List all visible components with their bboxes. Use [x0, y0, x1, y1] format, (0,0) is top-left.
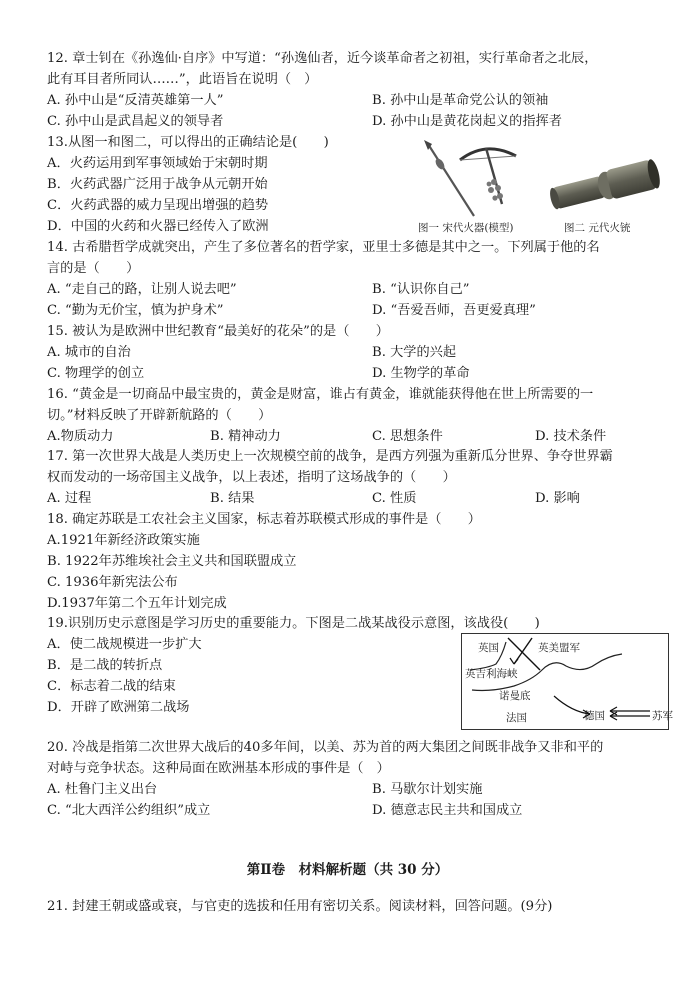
figure1-caption: 图一 宋代火器(模型)	[418, 222, 514, 234]
q19-option-a: A．使二战规模进一步扩大	[47, 637, 202, 652]
q16-option-b: B. 精神动力	[210, 429, 281, 444]
q17-stem-line2: 权而发动的一场帝国主义战争，以上表述，指明了这场战争的（ ）	[47, 470, 456, 485]
q14-option-b: B. “认识你自己”	[372, 282, 470, 297]
map-label-channel: 英吉利海峡	[465, 668, 518, 680]
q19-option-c: C．标志着二战的结束	[47, 679, 176, 694]
song-fire-weapon-figure	[420, 138, 532, 220]
battle-map	[461, 633, 673, 730]
q14-stem-line2: 言的是（ ）	[47, 261, 140, 276]
q19-option-d: D．开辟了欧洲第二战场	[47, 700, 190, 715]
q12-option-a: A. 孙中山是“反清英雄第一人”	[47, 93, 224, 108]
q13-option-c: C．火药武器的威力呈现出增强的趋势	[47, 198, 269, 213]
q20-option-c: C. “北大西洋公约组织”成立	[47, 803, 211, 818]
q13-option-b: B．火药武器广泛用于战争从元朝开始	[47, 177, 268, 192]
q16-option-d: D. 技术条件	[535, 429, 607, 444]
q17-option-d: D. 影响	[535, 491, 580, 506]
map-label-france: 法国	[506, 712, 527, 724]
q17-option-a: A. 过程	[47, 491, 92, 506]
q18-option-b: B. 1922年苏维埃社会主义共和国联盟成立	[47, 554, 297, 569]
q14-stem-line1: 14. 古希腊哲学成就突出，产生了多位著名的哲学家，亚里士多德是其中之一。下列属于他的名	[47, 240, 600, 255]
q17-stem-line1: 17. 第一次世界大战是人类历史上一次规模空前的战争，是西方列强为重新瓜分世界、争夺世界霸	[47, 449, 613, 464]
q14-option-c: C. “勤为无价宝，慎为护身术”	[47, 303, 224, 318]
q18-option-c: C. 1936年新宪法公布	[47, 575, 178, 590]
q12-option-d: D. 孙中山是黄花岗起义的指挥者	[372, 114, 562, 129]
section-2-title: 第Ⅱ卷 材料解析题（共 30 分）	[246, 862, 449, 878]
q16-option-a: A.物质动力	[47, 429, 114, 444]
q20-option-b: B. 马歇尔计划实施	[372, 782, 483, 797]
map-label-normandy: 诺曼底	[499, 690, 531, 702]
q17-option-c: C. 性质	[372, 491, 417, 506]
q14-option-d: D. “吾爱吾师，吾更爱真理”	[372, 303, 536, 318]
q12-option-c: C. 孙中山是武昌起义的领导者	[47, 114, 224, 129]
figure2-caption: 图二 元代火铳	[564, 222, 631, 234]
q16-stem-line1: 16. “黄金是一切商品中最宝贵的，黄金是财富，谁占有黄金，谁就能获得他在世上所需要的一	[47, 387, 594, 402]
q12-option-b: B. 孙中山是革命党公认的领袖	[372, 93, 549, 108]
map-label-germany: 德国	[584, 710, 605, 722]
q18-stem: 18. 确定苏联是工农社会主义国家，标志着苏联模式形成的事件是（ ）	[47, 512, 481, 527]
q12-stem-line2: 此有耳目者所同认……”，此语旨在说明（ ）	[47, 72, 318, 87]
q15-stem: 15. 被认为是欧洲中世纪教育“最美好的花朵”的是（ ）	[47, 324, 389, 339]
q20-option-a: A. 杜鲁门主义出台	[47, 782, 158, 797]
q13-option-d: D．中国的火药和火器已经传入了欧洲	[47, 219, 269, 234]
q15-option-d: D. 生物学的革命	[372, 366, 470, 381]
q16-option-c: C. 思想条件	[372, 429, 443, 444]
yuan-cannon-figure	[545, 155, 665, 213]
q19-option-b: B．是二战的转折点	[47, 658, 163, 673]
q20-stem-line2: 对峙与竞争状态。这种局面在欧洲基本形成的事件是（ ）	[47, 761, 390, 776]
q20-option-d: D. 德意志民主共和国成立	[372, 803, 523, 818]
q15-option-b: B. 大学的兴起	[372, 345, 457, 360]
q15-option-c: C. 物理学的创立	[47, 366, 145, 381]
q13-stem: 13.从图一和图二，可以得出的正确结论是( )	[47, 135, 329, 150]
q13-option-a: A．火药运用到军事领域始于宋朝时期	[47, 156, 268, 171]
q17-option-b: B. 结果	[210, 491, 255, 506]
q12-stem-line1: 12. 章士钊在《孙逸仙·自序》中写道：“孙逸仙者，近今谈革命者之初祖，实行革命者之北辰，	[47, 51, 598, 66]
q18-option-a: A.1921年新经济政策实施	[47, 533, 200, 548]
map-label-soviet: 苏军	[652, 710, 673, 722]
map-label-allies: 英美盟军	[538, 642, 580, 654]
map-label-england: 英国	[478, 642, 499, 654]
q14-option-a: A. “走自己的路，让别人说去吧”	[47, 282, 237, 297]
q18-option-d: D.1937年第二个五年计划完成	[47, 596, 227, 611]
q15-option-a: A. 城市的自治	[47, 345, 131, 360]
q19-stem: 19.识别历史示意图是学习历史的重要能力。下图是二战某战役示意图，该战役( )	[47, 616, 540, 631]
q16-stem-line2: 切。”材料反映了开辟新航路的（ ）	[47, 408, 272, 423]
q21-stem: 21. 封建王朝或盛或衰，与官吏的选拔和任用有密切关系。阅读材料，回答问题。(9分)	[47, 899, 553, 914]
q20-stem-line1: 20. 冷战是指第二次世界大战后的40多年间，以美、苏为首的两大集团之间既非战争又非和平的	[47, 740, 604, 755]
